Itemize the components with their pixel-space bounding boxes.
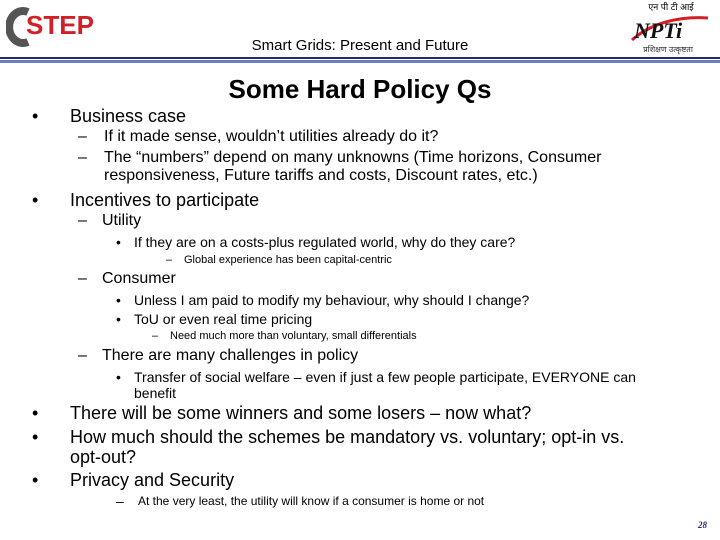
bullet-marker: • <box>32 427 39 447</box>
bullet-marker: • <box>116 369 121 385</box>
bullet-marker: • <box>116 311 121 327</box>
list-item: responsiveness, Future tariffs and costs, Discount rates, etc.) <box>104 167 538 184</box>
list-item: How much should the schemes be mandatory vs. voluntary; opt-in vs. <box>70 427 625 447</box>
list-item: Incentives to participate <box>70 190 260 210</box>
list-item: Transfer of social welfare – even if just a few people participate, EVERYONE can <box>134 369 636 385</box>
bullet-marker: • <box>32 190 39 210</box>
bullet-marker: – <box>78 212 87 229</box>
svg-text:STEP: STEP <box>26 10 94 40</box>
list-item: Consumer <box>102 270 176 287</box>
bullet-marker: • <box>32 470 39 490</box>
page-number: 28 <box>698 520 707 530</box>
bullet-marker: – <box>78 149 87 166</box>
list-item: If they are on a costs-plus regulated world, why do they care? <box>134 234 516 250</box>
list-item: benefit <box>134 385 177 401</box>
list-item: At the very least, the utility will know if a consumer is home or not <box>138 494 485 508</box>
bullet-marker: • <box>116 234 121 250</box>
bullet-marker: • <box>32 403 39 423</box>
list-item: There will be some winners and some losers – now what? <box>70 403 532 423</box>
bullet-marker: – <box>78 347 87 364</box>
list-item: Global experience has been capital-centric <box>184 254 392 266</box>
header-title: Smart Grids: Present and Future <box>251 37 469 54</box>
list-item: opt-out? <box>70 447 137 467</box>
slide-title: Some Hard Policy Qs <box>228 74 492 104</box>
bullet-marker: – <box>152 330 159 342</box>
bullet-marker: • <box>116 292 121 308</box>
list-item: The “numbers” depend on many unknowns (Time horizons, Consumer <box>104 149 602 166</box>
bullet-marker: – <box>78 128 87 145</box>
list-item: Business case <box>70 106 187 126</box>
list-item: Utility <box>102 212 142 229</box>
list-item: There are many challenges in policy <box>102 347 359 364</box>
list-item: If it made sense, wouldn’t utilities already do it? <box>104 128 439 145</box>
list-item: ToU or even real time pricing <box>134 311 313 327</box>
list-item: Unless I am paid to modify my behaviour, why should I change? <box>134 292 530 308</box>
bullet-marker: – <box>166 254 173 266</box>
bullet-marker: • <box>32 106 39 126</box>
list-item: Need much more than voluntary, small differentials <box>170 330 417 342</box>
svg-text:NPTi: NPTi <box>634 18 683 43</box>
bullet-marker: – <box>78 270 87 287</box>
header-rule <box>0 57 720 63</box>
npti-hindi-top: एन पी टी आई <box>648 2 694 12</box>
npti-hindi-bottom: प्रशिक्षण उत्कृष्टता <box>643 45 693 54</box>
list-item: Privacy and Security <box>70 470 235 490</box>
bullet-marker: – <box>116 493 124 509</box>
